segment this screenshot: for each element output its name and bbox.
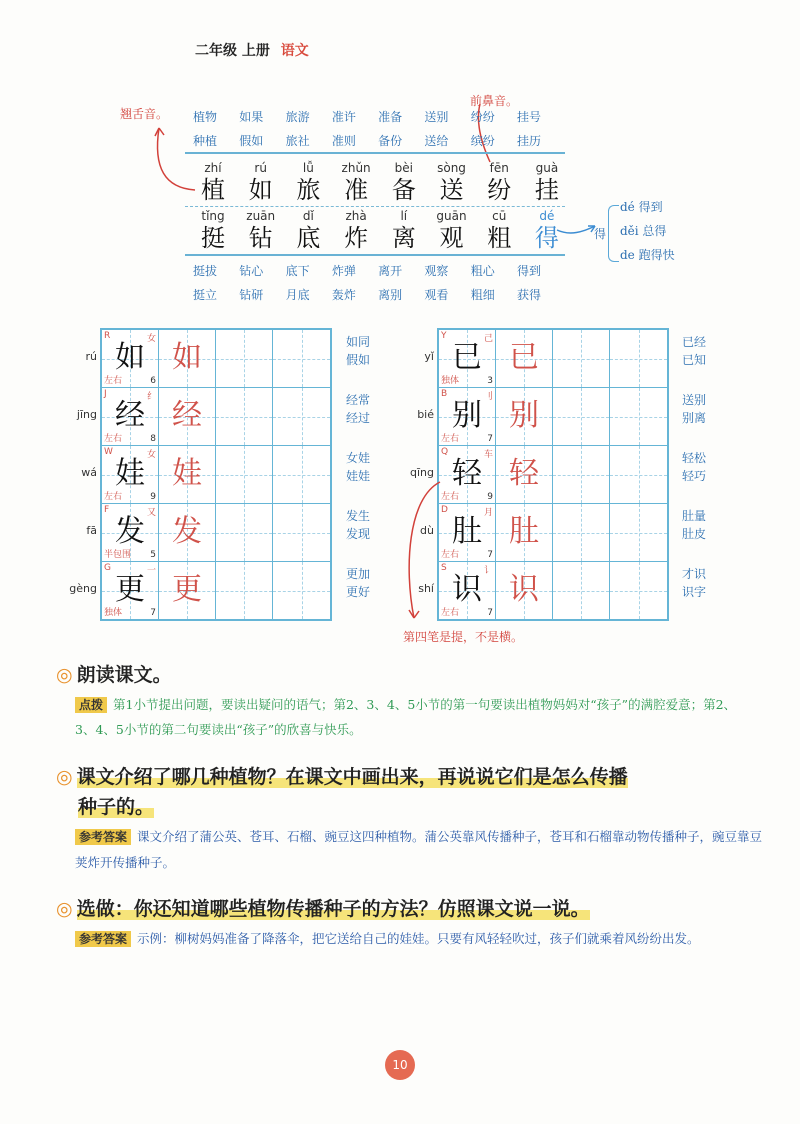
row-pinyin: bié <box>417 408 434 421</box>
word-item: 炸弹 <box>331 264 356 278</box>
grid-row <box>102 330 330 388</box>
trace-char: 如 <box>172 340 202 375</box>
bullet-icon: ◎ <box>56 766 73 788</box>
pinyin-label: bèi <box>394 161 413 175</box>
pinyin-label: zhí <box>204 161 222 175</box>
stroke-count: 9 <box>487 492 493 502</box>
char-row-1 <box>190 160 570 204</box>
pinyin-initial: D <box>441 505 448 515</box>
stroke-count: 5 <box>150 550 156 560</box>
word-entry: 已经 <box>682 335 707 349</box>
word-entry: 如同 <box>346 335 371 349</box>
row-pinyin: rú <box>85 350 97 363</box>
radical-label: 刂 <box>483 392 493 402</box>
word-row-bottom-2 <box>193 286 563 303</box>
word-entry: 经过 <box>346 411 371 425</box>
pinyin-initial: F <box>104 505 110 515</box>
practice-cell <box>610 388 667 445</box>
model-char: 识 <box>452 572 482 607</box>
answer-2-text: 课文介绍了蒲公英、苍耳、石榴、豌豆这四种植物。蒲公英靠风传播种子，苍耳和石榴靠动物传播种子，豌豆靠豆荚炸开传播种子。 <box>75 829 763 870</box>
word-item: 准许 <box>331 110 356 124</box>
word-entry: 娃娃 <box>346 469 371 483</box>
pinyin-label: dé <box>539 209 555 223</box>
row-words <box>682 507 706 543</box>
hanzi-char: 纷 <box>487 176 512 204</box>
practice-cell <box>216 446 273 503</box>
pinyin-label: zuān <box>246 209 276 223</box>
trace-char: 轻 <box>509 456 539 491</box>
practice-cell <box>553 504 610 561</box>
grid-row <box>439 330 667 388</box>
model-char: 发 <box>115 514 145 549</box>
word-entry: 女娃 <box>346 451 371 465</box>
practice-cell <box>273 388 330 445</box>
char-cell <box>429 208 475 252</box>
word-item: 送给 <box>424 134 449 148</box>
pinyin-initial: W <box>104 447 113 457</box>
answer-2 <box>75 824 765 876</box>
model-cell <box>102 388 159 445</box>
pinyin-label: tǐng <box>201 209 225 223</box>
question-3-text: 选做：你还知道哪些植物传播种子的方法？仿照课文说一说。 <box>76 898 590 920</box>
word-row-top-2 <box>193 132 563 149</box>
hint-tag: 点拨 <box>75 697 107 713</box>
char-cell <box>333 208 379 252</box>
char-row-2 <box>190 208 570 252</box>
model-cell <box>102 562 159 619</box>
retroflex-note: 翘舌音。 <box>120 107 169 121</box>
stroke-count: 6 <box>150 376 156 386</box>
pinyin-label: rú <box>254 161 267 175</box>
pinyin-initial: B <box>441 389 448 399</box>
pinyin-label: zhà <box>345 209 367 223</box>
pinyin-initial: S <box>441 563 447 573</box>
brace-note-2: děi 总得 <box>620 224 667 238</box>
pinyin-label: lǚ <box>302 161 314 175</box>
model-cell <box>439 504 496 561</box>
trace-cell <box>496 446 553 503</box>
row-words <box>682 333 706 369</box>
brace-bracket <box>608 205 619 262</box>
hint-text: 第1小节提出问题，要读出疑问的语气；第2、3、4、5小节的第一句要读出植物妈妈对“孩子”的满腔爱意；第2、3、4、5小节的第二句要读出“孩子”的欣喜与快乐。 <box>75 697 737 737</box>
row-words <box>346 391 370 427</box>
pinyin-label: sòng <box>437 161 466 175</box>
writing-grid-left <box>100 328 332 621</box>
row-pinyin: wá <box>81 466 97 479</box>
word-item: 粗细 <box>470 288 495 302</box>
practice-cell <box>553 562 610 619</box>
model-char: 轻 <box>452 456 482 491</box>
model-char: 别 <box>452 398 482 433</box>
stroke-note: 第四笔是提，不是横。 <box>403 630 524 644</box>
word-item: 挂历 <box>516 134 541 148</box>
radical-label: 一 <box>146 566 156 576</box>
trace-cell <box>159 562 216 619</box>
pinyin-label: dǐ <box>302 209 314 223</box>
word-entry: 才识 <box>682 567 707 581</box>
char-cell <box>285 208 331 252</box>
word-item: 离开 <box>378 264 403 278</box>
model-char: 已 <box>452 340 482 375</box>
question-1 <box>56 660 172 687</box>
hanzi-char: 底 <box>296 224 321 252</box>
word-item: 纷纷 <box>470 110 495 124</box>
practice-cell <box>610 562 667 619</box>
word-item: 观看 <box>424 288 449 302</box>
stroke-count: 7 <box>150 608 156 618</box>
row-words <box>346 507 370 543</box>
pinyin-initial: Y <box>441 331 447 341</box>
word-item: 备份 <box>378 134 403 148</box>
practice-cell <box>553 388 610 445</box>
structure-label: 左右 <box>441 434 460 444</box>
stroke-count: 3 <box>487 376 493 386</box>
word-item: 准备 <box>378 110 403 124</box>
word-entry: 送别 <box>682 393 707 407</box>
answer-3-tag: 参考答案 <box>75 931 131 947</box>
word-item: 准则 <box>331 134 356 148</box>
char-cell <box>381 160 427 204</box>
word-entry: 发生 <box>346 509 371 523</box>
page-header <box>195 40 309 60</box>
practice-cell <box>216 504 273 561</box>
divider-top <box>185 152 565 154</box>
question-2-cont <box>78 792 154 819</box>
practice-cell <box>273 330 330 387</box>
trace-char: 识 <box>509 572 539 607</box>
page-number: 10 <box>385 1050 415 1080</box>
pinyin-label: guà <box>535 161 559 175</box>
word-item: 观察 <box>424 264 449 278</box>
practice-cell <box>610 330 667 387</box>
hanzi-char: 得 <box>534 224 559 252</box>
word-entry: 更好 <box>346 585 371 599</box>
model-cell <box>439 388 496 445</box>
answer-3 <box>75 926 765 952</box>
stroke-count: 7 <box>487 434 493 444</box>
model-char: 娃 <box>115 456 145 491</box>
question-3 <box>56 894 590 921</box>
word-entry: 经常 <box>346 393 371 407</box>
word-entry: 发现 <box>346 527 371 541</box>
subject-label: 语文 <box>280 43 309 59</box>
word-row-bottom-1 <box>193 262 563 279</box>
answer-3-text: 示例：柳树妈妈准备了降落伞，把它送给自己的娃娃。只要有风轻轻吹过，孩子们就乘着风纷纷出发。 <box>137 931 700 946</box>
hanzi-char: 炸 <box>344 224 369 252</box>
divider-bottom <box>185 254 565 256</box>
trace-cell <box>496 562 553 619</box>
word-item: 缤纷 <box>470 134 495 148</box>
model-cell <box>102 330 159 387</box>
stroke-count: 7 <box>487 550 493 560</box>
word-entry: 肚量 <box>682 509 707 523</box>
char-cell <box>381 208 427 252</box>
model-char: 经 <box>115 398 145 433</box>
practice-cell <box>273 446 330 503</box>
grid-row <box>102 446 330 504</box>
structure-label: 左右 <box>441 608 460 618</box>
hanzi-char: 粗 <box>487 224 512 252</box>
word-item: 离别 <box>378 288 403 302</box>
word-item: 挺拔 <box>193 264 218 278</box>
char-cell <box>333 160 379 204</box>
pinyin-label: zhǔn <box>341 161 371 175</box>
char-cell <box>429 160 475 204</box>
grid-row <box>102 504 330 562</box>
model-cell <box>439 330 496 387</box>
word-item: 旅社 <box>285 134 310 148</box>
word-item: 得到 <box>516 264 541 278</box>
hanzi-char: 旅 <box>296 176 321 204</box>
trace-cell <box>159 504 216 561</box>
hanzi-char: 植 <box>201 176 225 204</box>
char-cell <box>238 208 284 252</box>
pinyin-initial: J <box>104 389 107 399</box>
hanzi-char: 备 <box>391 176 416 204</box>
grade-label: 二年级 上册 <box>195 43 270 59</box>
pinyin-label: fēn <box>489 161 509 175</box>
structure-label: 独体 <box>441 376 460 386</box>
practice-cell <box>610 446 667 503</box>
practice-cell <box>610 504 667 561</box>
word-entry: 已知 <box>682 353 707 367</box>
row-words <box>346 333 370 369</box>
word-item: 钻研 <box>239 288 264 302</box>
row-words <box>682 391 706 427</box>
pinyin-label: lí <box>400 209 408 223</box>
word-item: 送别 <box>424 110 449 124</box>
practice-cell <box>553 330 610 387</box>
trace-cell <box>159 388 216 445</box>
char-cell <box>190 160 236 204</box>
word-item: 粗心 <box>470 264 495 278</box>
row-pinyin: jīng <box>76 408 97 421</box>
question-2-line2: 种子的。 <box>78 796 155 818</box>
model-char: 如 <box>115 340 145 375</box>
grid-row <box>439 562 667 619</box>
word-entry: 别离 <box>682 411 707 425</box>
trace-cell <box>496 388 553 445</box>
row-pinyin: fā <box>86 524 97 537</box>
model-cell <box>102 446 159 503</box>
bullet-icon: ◎ <box>56 664 73 686</box>
hanzi-char: 准 <box>344 176 369 204</box>
grid-row <box>439 504 667 562</box>
char-cell <box>238 160 284 204</box>
radical-label: 女 <box>146 450 156 460</box>
word-item: 轰炸 <box>331 288 356 302</box>
practice-cell <box>216 562 273 619</box>
row-pinyin: shí <box>418 582 434 595</box>
structure-label: 独体 <box>104 608 123 618</box>
stroke-count: 8 <box>150 434 156 444</box>
bullet-icon: ◎ <box>56 898 73 920</box>
radical-label: 月 <box>483 508 493 518</box>
word-item: 获得 <box>516 288 541 302</box>
trace-char: 已 <box>509 340 539 375</box>
row-pinyin: gèng <box>69 582 97 595</box>
pinyin-initial: R <box>104 331 111 341</box>
answer-2-tag: 参考答案 <box>75 829 131 845</box>
grid-row <box>102 562 330 619</box>
practice-cell <box>273 562 330 619</box>
trace-char: 更 <box>172 572 202 607</box>
hanzi-char: 挺 <box>201 224 225 252</box>
row-words <box>346 565 370 601</box>
trace-cell <box>496 330 553 387</box>
char-cell <box>190 208 236 252</box>
pinyin-initial: G <box>104 563 111 573</box>
word-item: 挺立 <box>193 288 218 302</box>
trace-char: 别 <box>509 398 539 433</box>
pinyin-label: guān <box>436 209 467 223</box>
practice-cell <box>553 446 610 503</box>
structure-label: 左右 <box>441 492 460 502</box>
char-cell <box>285 160 331 204</box>
trace-char: 娃 <box>172 456 202 491</box>
radical-label: 又 <box>146 508 156 518</box>
brace-lead-char: 得 <box>594 227 607 241</box>
practice-cell <box>216 388 273 445</box>
word-item: 钻心 <box>239 264 264 278</box>
row-words <box>682 565 706 601</box>
model-cell <box>102 504 159 561</box>
question-1-text: 朗读课文。 <box>76 664 172 686</box>
word-entry: 识字 <box>682 585 707 599</box>
back-nasal-note: 前鼻音。 <box>470 94 519 108</box>
question-2 <box>56 762 628 789</box>
radical-label: 女 <box>146 334 156 344</box>
hanzi-char: 挂 <box>534 176 559 204</box>
word-item: 旅游 <box>285 110 310 124</box>
word-item: 底下 <box>285 264 310 278</box>
practice-cell <box>216 330 273 387</box>
trace-cell <box>496 504 553 561</box>
structure-label: 左右 <box>104 434 123 444</box>
trace-char: 经 <box>172 398 202 433</box>
char-cell <box>524 160 570 204</box>
char-cell <box>476 160 522 204</box>
structure-label: 左右 <box>104 492 123 502</box>
word-item: 植物 <box>193 110 218 124</box>
word-entry: 肚皮 <box>682 527 707 541</box>
radical-label: 车 <box>483 450 493 460</box>
stroke-count: 7 <box>487 608 493 618</box>
writing-grid-right <box>437 328 669 621</box>
pinyin-initial: Q <box>441 447 449 457</box>
structure-label: 左右 <box>104 376 123 386</box>
char-cell <box>476 208 522 252</box>
hanzi-char: 离 <box>391 224 416 252</box>
radical-label: 己 <box>483 334 493 344</box>
grid-row <box>439 446 667 504</box>
word-item: 月底 <box>285 288 310 302</box>
grid-row <box>439 388 667 446</box>
word-entry: 更加 <box>346 567 371 581</box>
row-pinyin: yǐ <box>424 350 434 363</box>
model-char: 更 <box>115 572 145 607</box>
radical-label: 讠 <box>483 566 493 576</box>
trace-cell <box>159 330 216 387</box>
row-pinyin: dù <box>420 524 434 537</box>
question-2-line1: 课文介绍了哪几种植物？在课文中画出来，再说说它们是怎么传播 <box>76 766 628 788</box>
word-item: 挂号 <box>516 110 541 124</box>
divider-mid <box>185 206 565 207</box>
hanzi-char: 如 <box>248 176 273 204</box>
stroke-count: 9 <box>150 492 156 502</box>
practice-cell <box>273 504 330 561</box>
row-words <box>682 449 706 485</box>
brace-note-3: de 跑得快 <box>620 248 675 262</box>
row-words <box>346 449 370 485</box>
pinyin-label: cū <box>492 209 507 223</box>
word-entry: 轻巧 <box>682 469 707 483</box>
hanzi-char: 观 <box>439 224 464 252</box>
word-item: 种植 <box>193 134 218 148</box>
model-cell <box>439 446 496 503</box>
trace-cell <box>159 446 216 503</box>
hint-block <box>75 692 755 742</box>
word-item: 如果 <box>239 110 264 124</box>
grid-row <box>102 388 330 446</box>
row-pinyin: qīng <box>410 466 434 479</box>
radical-label: 纟 <box>146 392 156 402</box>
word-item: 假如 <box>239 134 264 148</box>
model-char: 肚 <box>452 514 482 549</box>
trace-char: 肚 <box>509 514 539 549</box>
hanzi-char: 钻 <box>248 224 273 252</box>
structure-label: 半包围 <box>104 550 132 560</box>
word-entry: 轻松 <box>682 451 707 465</box>
hanzi-char: 送 <box>439 176 464 204</box>
structure-label: 左右 <box>441 550 460 560</box>
word-entry: 假如 <box>346 353 371 367</box>
brace-note-1: dé 得到 <box>620 200 663 214</box>
word-row-top-1 <box>193 108 563 125</box>
trace-char: 发 <box>172 514 202 549</box>
